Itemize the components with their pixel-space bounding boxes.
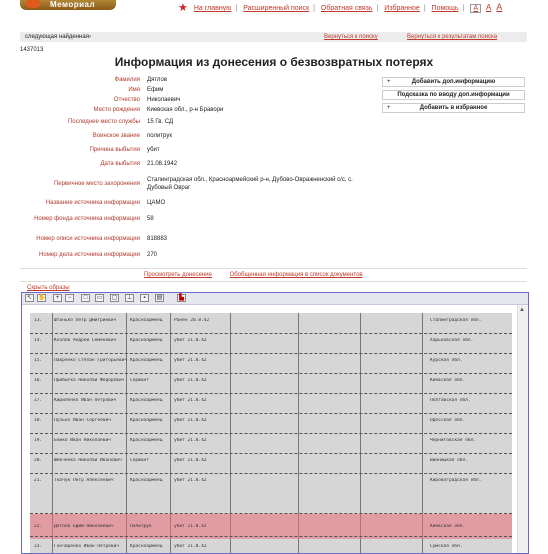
- field-row-opis: [20, 229, 380, 249]
- field-label: Номер описи источника информации: [36, 236, 140, 242]
- report-links: [144, 272, 379, 278]
- field-row-source: [20, 197, 380, 209]
- input-hint-label: Подсказка по вводу доп.информации: [397, 92, 510, 98]
- add-info-label: Добавить доп.информацию: [411, 79, 496, 85]
- top-navigation: ★ На главную | Расширенный поиск | Обратная связь | Избранное | Помощь | А А А: [178, 2, 503, 14]
- pointer-tool-icon[interactable]: ↖: [26, 295, 33, 301]
- print-icon[interactable]: ▤: [156, 295, 163, 301]
- top-bar: [0, 0, 548, 14]
- actual-size-icon[interactable]: ▢: [111, 295, 118, 301]
- field-row-rank: [20, 129, 380, 143]
- scanned-document: [30, 313, 512, 553]
- field-label: Место рождения: [93, 107, 140, 113]
- field-row-birthplace: [20, 105, 380, 115]
- back-to-results-link[interactable]: Вернуться к результатам поиска: [407, 34, 498, 40]
- nav-favorites-link[interactable]: Избранное: [384, 5, 420, 12]
- document-row: 21. Ткачук Петр Алексеевич Красноармеец убит 21.8.42 Кировоградская обл.: [30, 473, 512, 514]
- field-value: 58: [147, 216, 154, 222]
- field-value: Киевская обл., р-н Бравори: [147, 107, 224, 113]
- field-value: убит: [147, 147, 160, 153]
- pan-tool-icon[interactable]: ✋: [38, 295, 46, 301]
- view-report-link[interactable]: Просмотреть донесение: [144, 272, 212, 278]
- document-row: 14. Козлов Андрей Семенович Красноармеец убит 21.8.42 Харьковская обл.: [30, 333, 512, 354]
- logo-text: Мемориал: [50, 0, 96, 9]
- scroll-up-icon[interactable]: ▲: [519, 307, 525, 313]
- zoom-in-icon[interactable]: +: [53, 294, 62, 302]
- font-size-small-button[interactable]: А: [470, 4, 481, 13]
- field-label: Первичное место захоронения: [53, 181, 140, 187]
- add-info-button[interactable]: [382, 77, 525, 87]
- field-label: Название источника информации: [45, 200, 140, 206]
- font-size-large-button[interactable]: А: [496, 2, 503, 12]
- field-value: Сталинградская обл., Красноармейский р-н, Дубово-Овражненский с/с, с. Дубовый Овраг: [147, 177, 353, 191]
- viewer-scrollbar[interactable]: [517, 305, 528, 553]
- field-row-date: [20, 157, 380, 171]
- page-title: Информация из донесения о безвозвратных потерях: [114, 55, 434, 69]
- font-size-medium-button[interactable]: А: [486, 3, 492, 12]
- field-row-burial: [20, 171, 380, 197]
- field-value: 818883: [147, 236, 168, 242]
- field-row-last-service: [20, 115, 380, 129]
- field-label: Последнее место службы: [67, 119, 140, 125]
- field-label: Причина выбытия: [89, 147, 140, 153]
- input-hint-button[interactable]: [382, 90, 525, 100]
- field-label: Отчество: [113, 97, 140, 103]
- field-value: Дятлов: [147, 77, 168, 83]
- field-value: 21.08.1942: [147, 161, 178, 167]
- thumbnail-icon[interactable]: ▪: [140, 294, 149, 302]
- pdf-icon[interactable]: ▙: [177, 294, 186, 302]
- back-to-search-link[interactable]: Вернуться к поиску: [324, 34, 378, 40]
- star-icon: ★: [178, 2, 188, 14]
- field-value: Ефим: [147, 87, 164, 93]
- plus-icon: +: [387, 79, 391, 85]
- add-to-favorites-button[interactable]: [382, 103, 525, 113]
- document-row: 20. Шевченко Николай Иванович Сержант убит 21.8.42 Винницкая обл.: [30, 453, 512, 474]
- add-to-favorites-label: Добавить в избранное: [419, 105, 488, 111]
- document-row-highlighted: 22. Дятлов Ефим Николаевич Политрук убит 21.8.42 Киевская обл.: [30, 516, 512, 537]
- next-found-link[interactable]: следующая найденная›: [25, 34, 91, 40]
- document-row: 18. Пузько Иван Сергеевич Красноармеец убит 21.8.42 Одесская обл.: [30, 413, 512, 434]
- divider: [20, 268, 527, 269]
- rotate-icon[interactable]: ⊥: [126, 295, 133, 301]
- field-row-delo: [20, 249, 380, 261]
- field-label: Номер дела источника информации: [39, 252, 140, 258]
- divider: [20, 281, 527, 282]
- field-label: Имя: [128, 87, 140, 93]
- record-id: 1437013: [20, 47, 44, 53]
- field-value: 270: [147, 252, 158, 258]
- summary-info-link[interactable]: Обобщенная информация в список документов: [229, 272, 363, 278]
- document-row: 13. Штанько Петр Дмитриевич Красноармеец Ранен 20.8.42 Сталинградская обл.: [30, 313, 512, 334]
- nav-advanced-search-link[interactable]: Расширенный поиск: [243, 5, 310, 12]
- flame-icon: [26, 0, 40, 8]
- plus-icon: +: [387, 105, 391, 111]
- field-label: Воинское звание: [92, 133, 140, 139]
- fit-width-icon[interactable]: ▭: [96, 295, 103, 301]
- document-row: 17. Кириленко Иван Петрович Красноармеец убит 21.8.42 Полтавская обл.: [30, 393, 512, 414]
- field-row-surname: [20, 75, 380, 85]
- document-image-viewer[interactable]: [21, 292, 529, 554]
- field-row-name: [20, 85, 380, 95]
- site-logo[interactable]: [20, 0, 116, 10]
- field-value: политрук: [147, 133, 172, 139]
- field-value: ЦАМО: [147, 200, 166, 206]
- zoom-out-icon[interactable]: −: [65, 294, 74, 302]
- document-row: 19. Бойко Иван Николаевич Красноармеец убит 21.8.42 Черниговская обл.: [30, 433, 512, 454]
- document-row: 16. Прибытко Николай Федорович Сержант убит 21.8.42 Киевская обл.: [30, 373, 512, 394]
- result-navigation-strip: [20, 32, 527, 42]
- field-label: Дата выбытия: [100, 161, 140, 167]
- nav-help-link[interactable]: Помощь: [431, 5, 459, 12]
- viewer-toolbar: [22, 293, 528, 305]
- field-label: Фамилия: [114, 77, 140, 83]
- field-row-fond: [20, 209, 380, 229]
- nav-feedback-link[interactable]: Обратная связь: [320, 5, 373, 12]
- fit-page-icon[interactable]: □: [81, 294, 90, 302]
- field-label: Номер фонда источника информации: [34, 216, 140, 222]
- field-row-reason: [20, 143, 380, 157]
- field-value: Николаевич: [147, 97, 181, 103]
- field-value: 15 Гв. СД: [147, 119, 174, 125]
- nav-home-link[interactable]: На главную: [193, 5, 232, 12]
- document-row: 23. Гончаренко Иван Петрович Красноармеец убит 21.8.42 Сумская обл.: [30, 539, 512, 553]
- document-row: 15. Лавренко Степан Григорьевич Красноармеец убит 21.8.42 Курская обл.: [30, 353, 512, 374]
- field-row-patronymic: [20, 95, 380, 105]
- hide-images-link[interactable]: Скрыть образы: [27, 285, 70, 291]
- record-fields: [20, 75, 380, 261]
